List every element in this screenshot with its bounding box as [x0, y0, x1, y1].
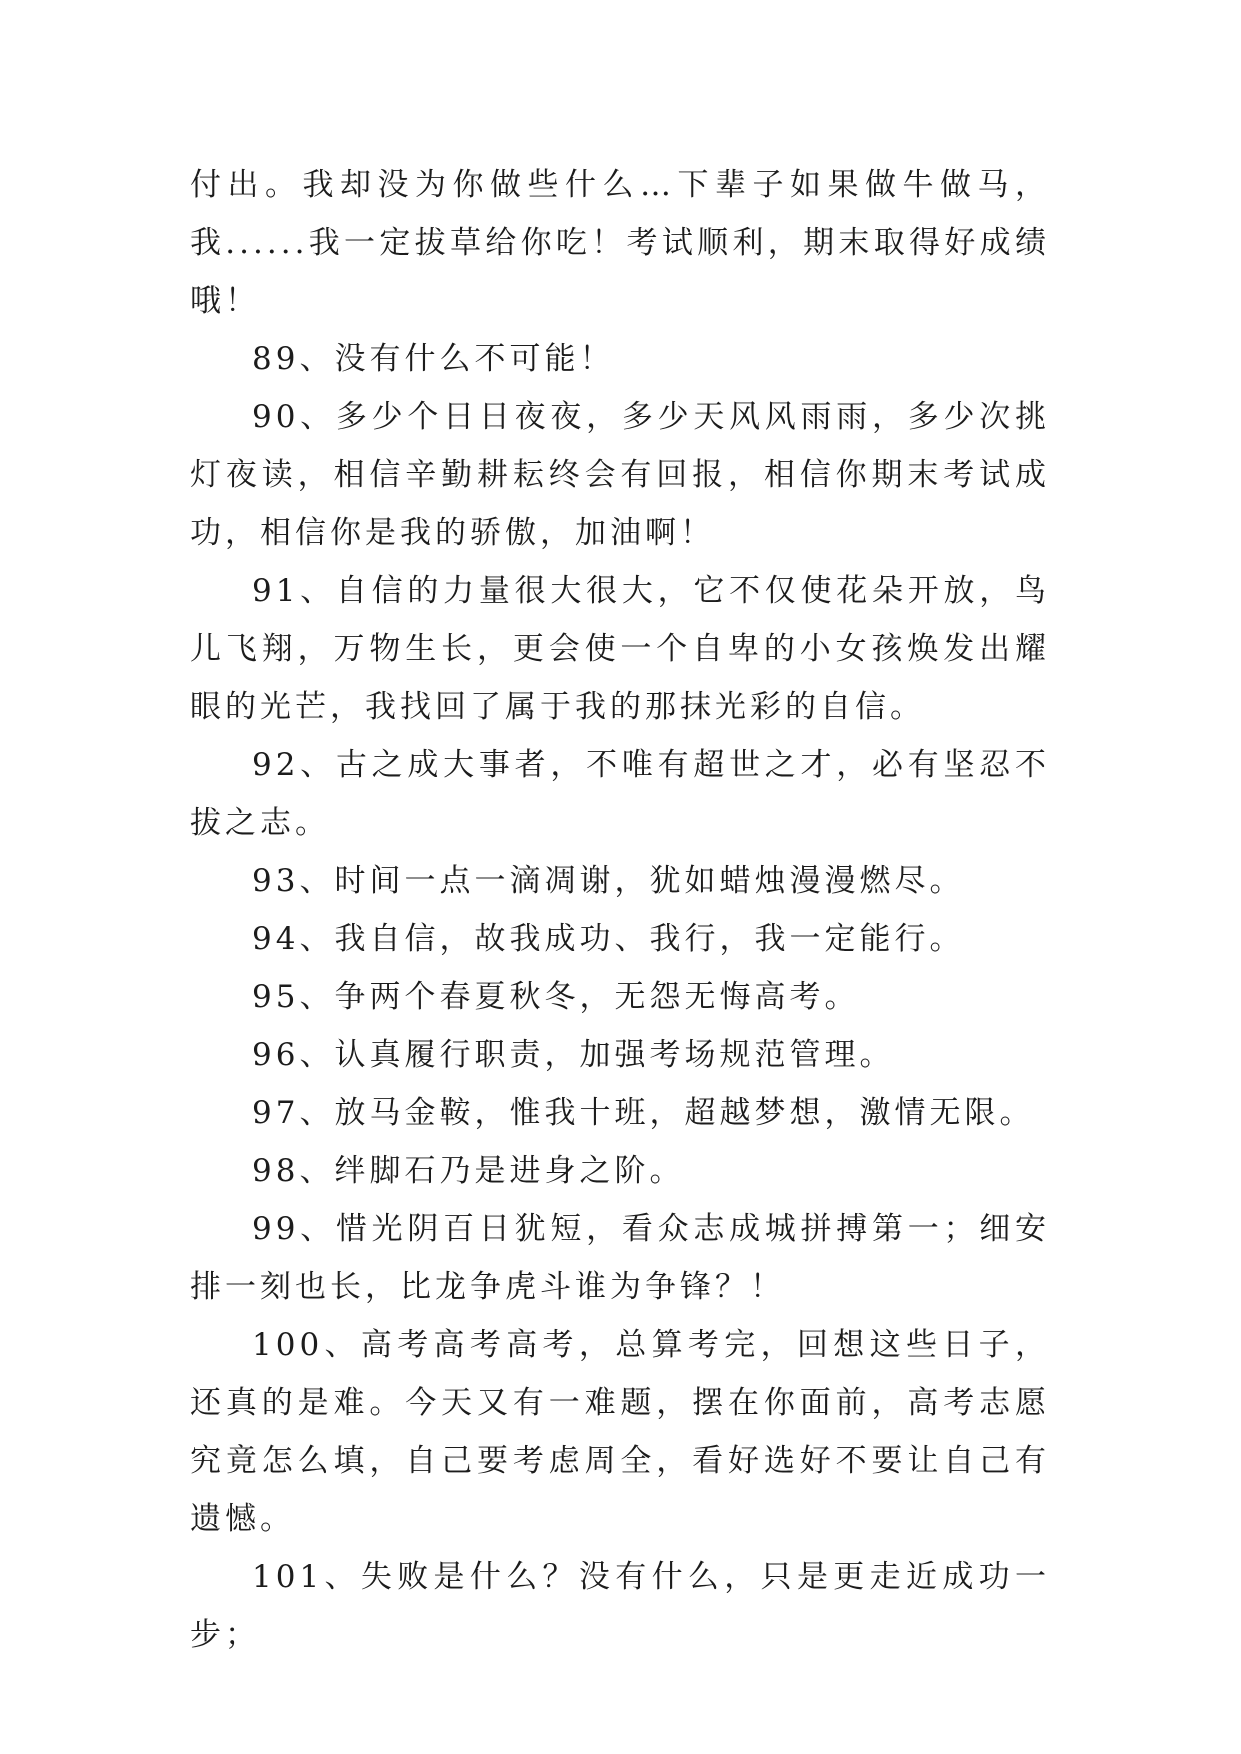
paragraph-100: 100、高考高考高考，总算考完，回想这些日子，还真的是难。今天又有一难题，摆在你面前，高考志愿究竟怎么填，自己要考虑周全，看好选好不要让自己有遗憾。 — [190, 1327, 1050, 1537]
paragraph-91: 91、自信的力量很大很大，它不仅使花朵开放，鸟儿飞翔，万物生长，更会使一个自卑的小女孩焕发出耀眼的光芒，我找回了属于我的那抹光彩的自信。 — [190, 573, 1050, 725]
paragraph-90: 90、多少个日日夜夜，多少天风风雨雨，多少次挑灯夜读，相信辛勤耕耘终会有回报，相信你期末考试成功，相信你是我的骄傲，加油啊！ — [190, 399, 1050, 551]
document-body — [190, 156, 1050, 1664]
paragraph-97: 97、放马金鞍，惟我十班，超越梦想，激情无限。 — [252, 1095, 1035, 1131]
paragraph-101: 101、失败是什么？没有什么，只是更走近成功一步； — [190, 1559, 1050, 1653]
paragraph-continuation: 付出。我却没为你做些什么…下辈子如果做牛做马，我......我一定拔草给你吃！考试顺利，期末取得好成绩哦！ — [190, 167, 1050, 319]
paragraph-99: 99、惜光阴百日犹短，看众志成城拼搏第一；细安排一刻也长，比龙争虎斗谁为争锋？！ — [190, 1211, 1050, 1305]
paragraph-93: 93、时间一点一滴凋谢，犹如蜡烛漫漫燃尽。 — [252, 863, 965, 899]
paragraph-96: 96、认真履行职责，加强考场规范管理。 — [252, 1037, 895, 1073]
paragraph-94: 94、我自信，故我成功、我行，我一定能行。 — [252, 921, 965, 957]
paragraph-95: 95、争两个春夏秋冬，无怨无悔高考。 — [252, 979, 860, 1015]
paragraph-89: 89、没有什么不可能！ — [252, 341, 615, 377]
paragraph-98: 98、绊脚石乃是进身之阶。 — [252, 1153, 685, 1189]
paragraph-92: 92、古之成大事者，不唯有超世之才，必有坚忍不拔之志。 — [190, 747, 1050, 841]
